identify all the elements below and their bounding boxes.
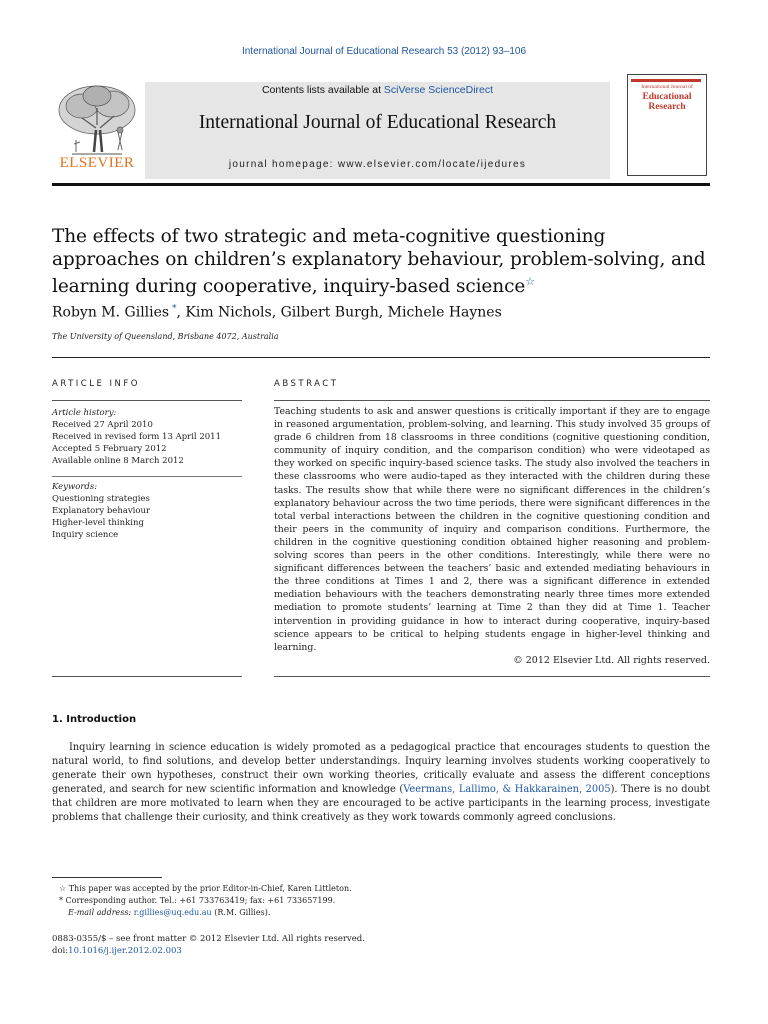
- journal-title: International Journal of Educational Research: [198, 112, 557, 133]
- article-title: [52, 226, 717, 299]
- co-authors: , Kim Nichols, Gilbert Burgh, Michele Haynes: [176, 304, 502, 321]
- info-divider-mid: [52, 476, 242, 477]
- history-item: Received in revised form 13 April 2011: [52, 432, 221, 442]
- email-label: E-mail address:: [68, 908, 132, 917]
- doi-label: doi:: [52, 946, 69, 956]
- history-label: Article history:: [52, 408, 117, 418]
- keyword-item: Higher-level thinking: [52, 518, 144, 528]
- article-history: [52, 407, 252, 467]
- corresponding-author-mark[interactable]: *: [169, 304, 177, 314]
- introduction-heading: 1. Introduction: [52, 714, 137, 725]
- keywords: [52, 481, 252, 541]
- footnote-1-text: This paper was accepted by the prior Editor-in-Chief, Karen Littleton.: [66, 884, 352, 893]
- header-divider: [52, 183, 710, 186]
- abstract-divider-top: [274, 400, 710, 401]
- footnote-email: [68, 908, 270, 917]
- intro-text-before: Inquiry learning in science education is widely promoted as a pedagogical practice that encourages students to question the natural world, to find solutions, and develop better understandings. Inquiry learning involves students working cooperatively to generate their own hypotheses, construct their own working theories, critically evaluate and assess the different conceptions generated, and search for new scientific information and knowledge (: [52, 742, 710, 795]
- history-item: Available online 8 March 2012: [52, 456, 184, 466]
- citation-link[interactable]: Veermans, Lallimo, & Hakkarainen, 2005: [403, 783, 611, 795]
- title-footnote-mark[interactable]: ☆: [525, 275, 535, 288]
- contents-prefix: Contents lists available at: [261, 84, 384, 96]
- issn-line: 0883-0355/$ – see front matter © 2012 Elsevier Ltd. All rights reserved.: [52, 934, 365, 944]
- journal-reference-link[interactable]: International Journal of Educational Research 53 (2012) 93–106: [241, 46, 527, 57]
- history-item: Received 27 April 2010: [52, 420, 153, 430]
- keyword-item: Explanatory behaviour: [52, 506, 151, 516]
- history-item: Accepted 5 February 2012: [52, 444, 167, 454]
- cover-band: [631, 79, 701, 82]
- cover-text-line1: International Journal of: [641, 84, 693, 90]
- section-divider: [52, 357, 710, 358]
- keywords-label: Keywords:: [52, 482, 98, 492]
- info-divider-bottom: [52, 676, 242, 677]
- copyright-notice: © 2012 Elsevier Ltd. All rights reserved.: [513, 655, 710, 666]
- abstract-heading: ABSTRACT: [274, 379, 339, 389]
- footnote-2-text: Corresponding author. Tel.: +61 733763419; fax: +61 733657199.: [63, 896, 336, 905]
- journal-homepage[interactable]: journal homepage: www.elsevier.com/locate/ijedures: [228, 159, 527, 170]
- publisher-name: ELSEVIER: [59, 155, 135, 171]
- sciencedirect-link[interactable]: SciVerse ScienceDirect: [383, 84, 494, 96]
- contents-line: [145, 84, 610, 96]
- cover-text-main: [628, 92, 706, 112]
- footnote-1: [59, 884, 352, 893]
- footnote-divider: [52, 877, 162, 878]
- doi-link[interactable]: 10.1016/j.ijer.2012.02.003: [68, 946, 182, 956]
- introduction-paragraph: [52, 741, 710, 824]
- info-divider-top: [52, 400, 242, 401]
- author-list: [52, 304, 502, 321]
- affiliation: The University of Queensland, Brisbane 4072, Australia: [52, 332, 279, 341]
- footnote-2: [59, 896, 335, 905]
- footnote-2-mark: *: [59, 896, 63, 905]
- doi-line: [52, 946, 182, 956]
- abstract-text: Teaching students to ask and answer questions is critically important if they are to engage in reasoned argumentation, problem-solving, and learning. This study involved 35 groups of grade 6 children from 18 classrooms in three conditions (cognitive questioning condition, community of inquiry condition, and the comparison condition) who were videotaped as they worked on specific inquiry-based science tasks. The study also involved the teachers in these classrooms who were audio-taped as they interacted with the children during these tasks. The results show that while there were no significant differences in the children’s explanatory behaviour across the two time periods, there were significant differences in the total verbal interactions between the children in the cognitive questioning condition and their peers in the community of inquiry and comparison conditions. Furthermore, the children in the cognitive questioning condition obtained higher reasoning and problem-solving scores than peers in the other conditions. Interestingly, while there were no significant differences between the teachers’ basic and extended mediating behaviours in the three conditions at Times 1 and 2, there was a significant difference in extended mediation behaviours with the teachers demonstrating nearly three times more extended mediation to promote students’ learning at Time 2 than they did at Time 1. Teacher intervention in providing guidance in how to interact during cooperative, inquiry-based science appears to be critical to helping students engage in higher-level thinking and learning.: [274, 406, 710, 653]
- cover-text-line2: Educational: [642, 92, 692, 102]
- journal-cover-thumbnail[interactable]: [627, 74, 707, 176]
- article-title-text: The effects of two strategic and meta-cognitive questioning approaches on children’s explanatory behaviour, problem-solving, and learning during cooperative, inquiry-based science: [52, 226, 706, 298]
- keyword-item: Inquiry science: [52, 530, 119, 540]
- cover-text-line3: Research: [648, 102, 686, 112]
- email-suffix: (R.M. Gillies).: [211, 908, 271, 917]
- article-info-heading: ARTICLE INFO: [52, 379, 140, 389]
- footnote-1-mark: ☆: [59, 884, 67, 893]
- abstract-divider-bottom: [274, 676, 710, 677]
- keyword-item: Questioning strategies: [52, 494, 150, 504]
- intro-text-after: ). There is no doubt that children are more motivated to learn when they are encouraged to be active participants in the learning process, investigate problems that challenge their curiosity, and think creatively as they work towards commonly agreed conclusions.: [52, 783, 710, 823]
- author-name: Robyn M. Gillies: [52, 304, 170, 321]
- email-link[interactable]: r.gillies@uq.edu.au: [133, 908, 212, 917]
